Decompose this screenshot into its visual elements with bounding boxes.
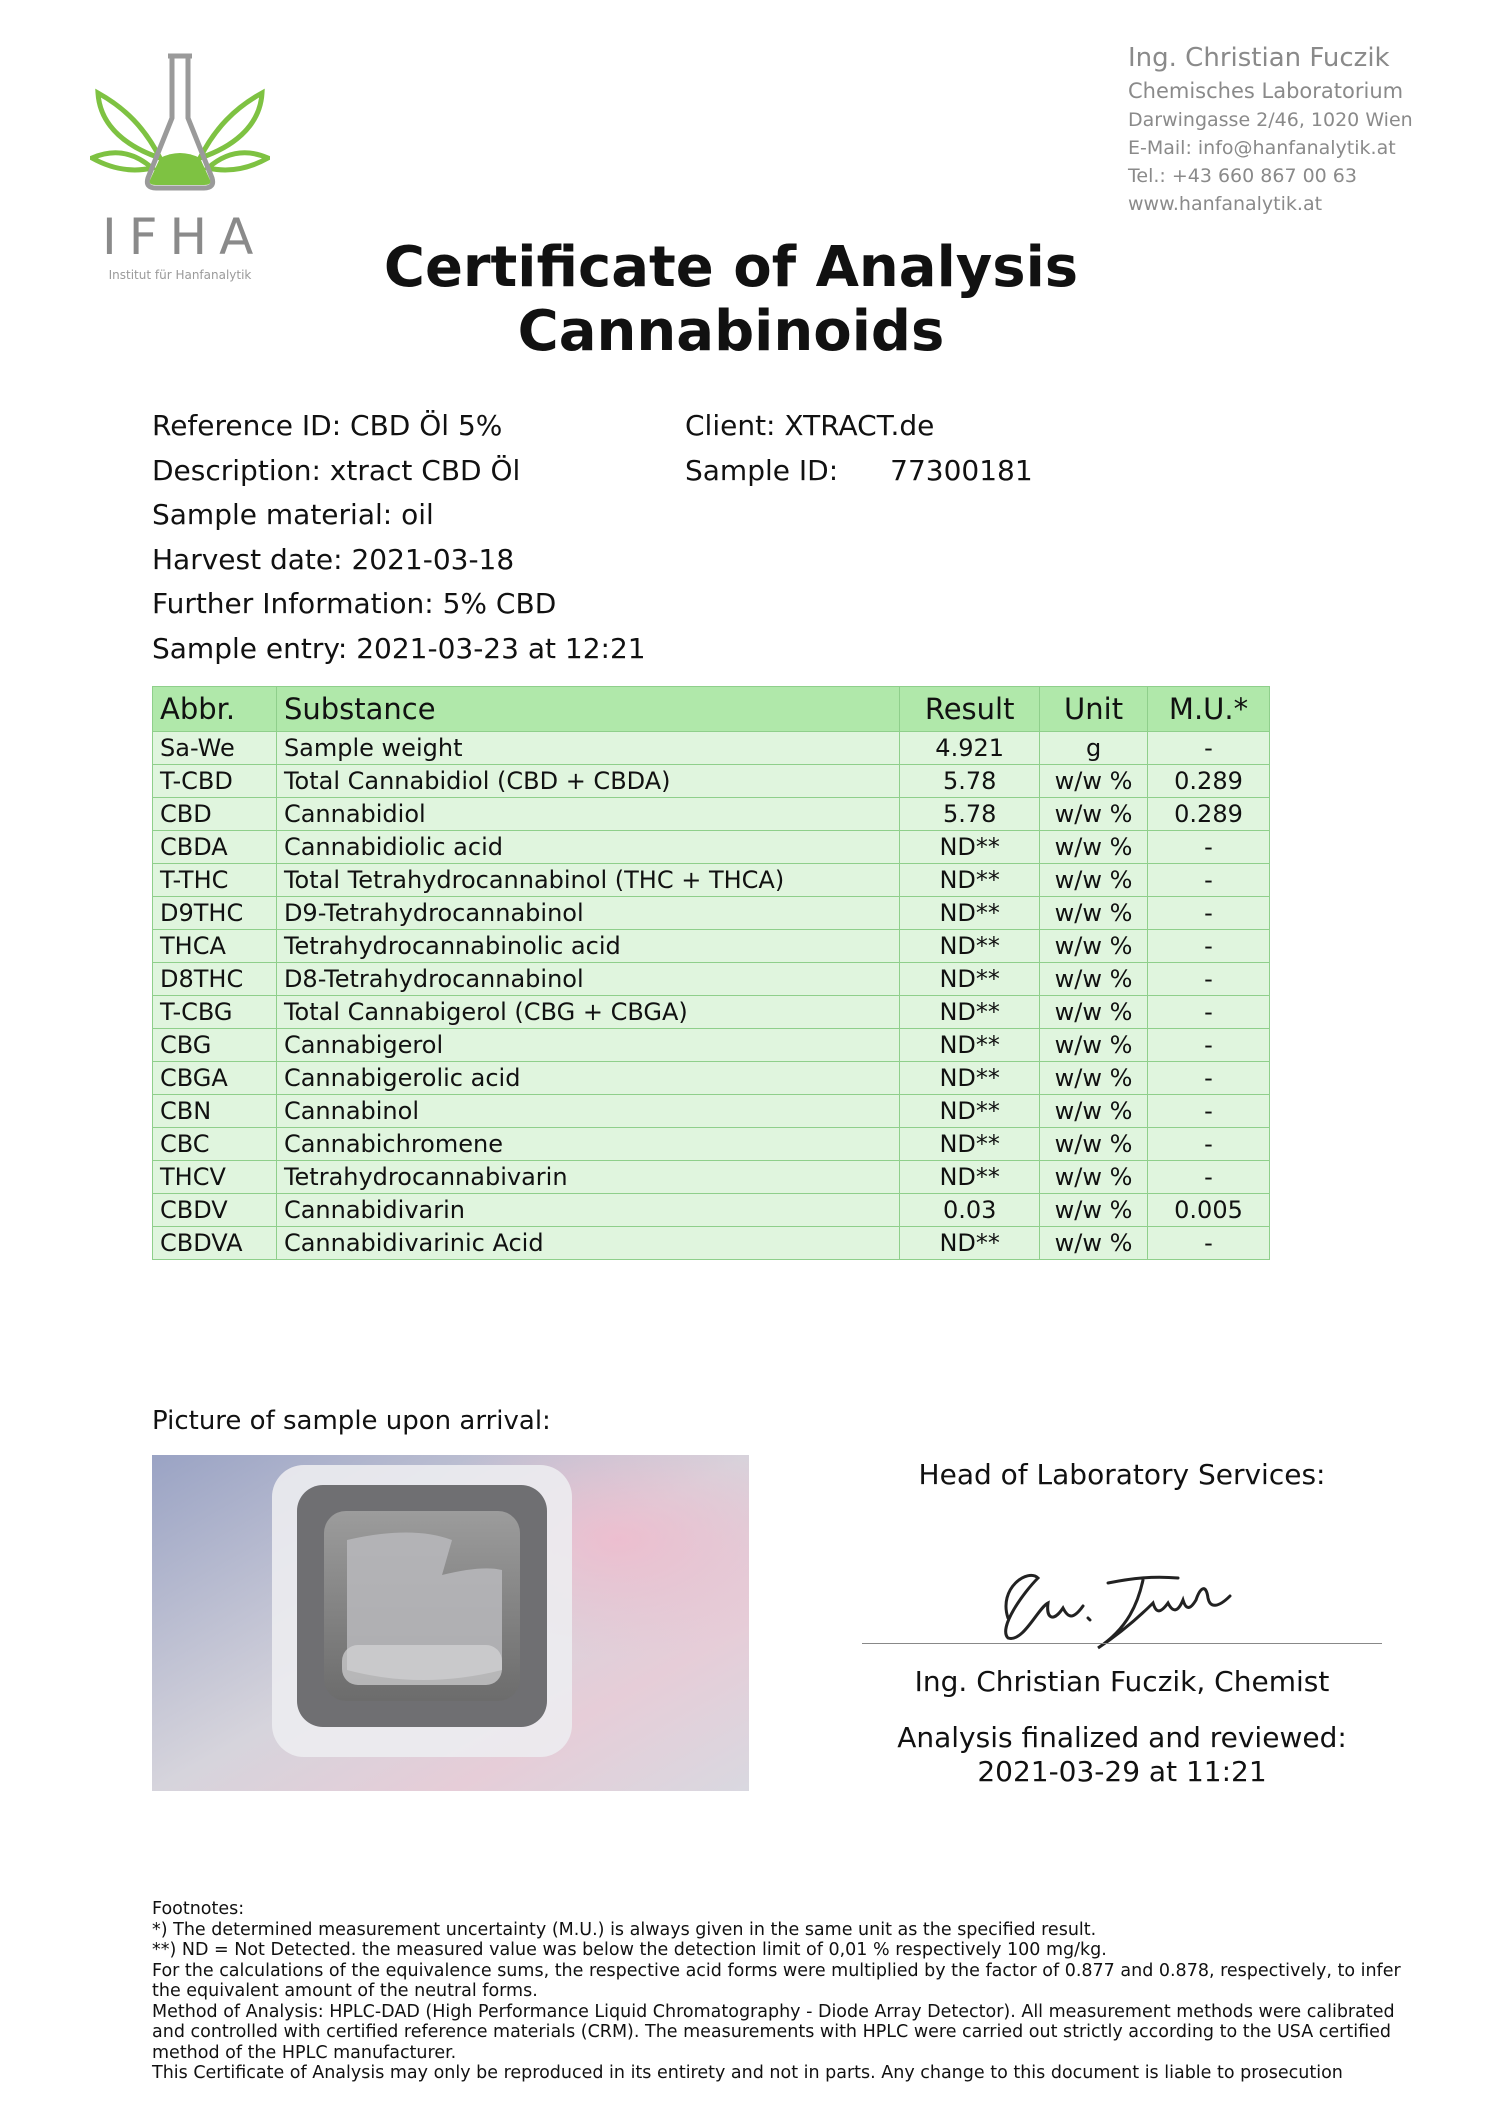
cell-result: 4.921 xyxy=(900,732,1040,765)
cell-substance: Cannabichromene xyxy=(276,1128,899,1161)
sample-id-label: Sample ID: xyxy=(685,453,839,487)
cell-substance: Total Cannabidiol (CBD + CBDA) xyxy=(276,765,899,798)
cell-mu: - xyxy=(1148,732,1270,765)
cell-unit: w/w % xyxy=(1040,897,1148,930)
cell-substance: Sample weight xyxy=(276,732,899,765)
cell-result: ND** xyxy=(900,996,1040,1029)
table-row xyxy=(153,996,1270,1029)
table-row xyxy=(153,1095,1270,1128)
cell-substance: Cannabinol xyxy=(276,1095,899,1128)
table-row xyxy=(153,765,1270,798)
cell-result: ND** xyxy=(900,864,1040,897)
picture-caption: Picture of sample upon arrival: xyxy=(152,1406,551,1436)
finalized-date: 2021-03-29 at 11:21 xyxy=(977,1755,1267,1788)
header-mu: M.U.* xyxy=(1148,687,1270,732)
cell-substance: Cannabidivarin xyxy=(276,1194,899,1227)
cell-abbr: CBG xyxy=(153,1029,277,1062)
footnote-equivalence: For the calculations of the equivalence sums, the respective acid forms were multiplied by the factor of 0.877 and 0.878, respectively, to infer the equivalent amount of the neutral forms. xyxy=(152,1960,1401,2001)
lab-subtitle: Chemisches Laboratorium xyxy=(1128,79,1404,103)
title-line-1: Certificate of Analysis xyxy=(383,235,1079,300)
cell-result: ND** xyxy=(900,1029,1040,1062)
cell-abbr: CBDVA xyxy=(153,1227,277,1260)
cell-substance: D9-Tetrahydrocannabinol xyxy=(276,897,899,930)
sample-photo xyxy=(152,1455,749,1791)
sample-entry: Sample entry: 2021-03-23 at 12:21 xyxy=(152,631,646,665)
cell-mu: - xyxy=(1148,930,1270,963)
table-row xyxy=(153,1161,1270,1194)
cell-mu: 0.005 xyxy=(1148,1194,1270,1227)
cell-mu: - xyxy=(1148,1161,1270,1194)
cell-abbr: T-CBD xyxy=(153,765,277,798)
header-substance: Substance xyxy=(276,687,899,732)
cell-mu: 0.289 xyxy=(1148,765,1270,798)
cell-unit: w/w % xyxy=(1040,798,1148,831)
cell-result: 0.03 xyxy=(900,1194,1040,1227)
cell-result: ND** xyxy=(900,897,1040,930)
cell-unit: w/w % xyxy=(1040,1029,1148,1062)
cell-mu: - xyxy=(1148,897,1270,930)
table-row xyxy=(153,963,1270,996)
cell-result: 5.78 xyxy=(900,765,1040,798)
cell-unit: w/w % xyxy=(1040,1194,1148,1227)
footnote-method: Method of Analysis: HPLC-DAD (High Performance Liquid Chromatography - Diode Array Detector). All measurement methods were calibrated and controlled with certified reference materials (CRM). The measurements with HPLC were carried out strictly according to the USA certified method of the HPLC manufacturer. xyxy=(152,2001,1395,2063)
sample-info xyxy=(152,404,646,671)
cell-mu: - xyxy=(1148,1095,1270,1128)
sample-material: Sample material: oil xyxy=(152,498,434,531)
cell-abbr: T-CBG xyxy=(153,996,277,1029)
table-row xyxy=(153,1194,1270,1227)
reference-id: Reference ID: CBD Öl 5% xyxy=(152,409,503,442)
cell-abbr: THCV xyxy=(153,1161,277,1194)
sample-id-value: 77300181 xyxy=(890,453,1033,487)
table-row xyxy=(153,732,1270,765)
signature-line xyxy=(862,1643,1382,1644)
cell-mu: - xyxy=(1148,1062,1270,1095)
cell-unit: w/w % xyxy=(1040,864,1148,897)
cell-mu: - xyxy=(1148,963,1270,996)
cell-abbr: CBDA xyxy=(153,831,277,864)
cell-substance: D8-Tetrahydrocannabinol xyxy=(276,963,899,996)
finalized-label: Analysis finalized and reviewed: xyxy=(897,1721,1347,1754)
table-header-row xyxy=(153,687,1270,732)
cell-abbr: CBN xyxy=(153,1095,277,1128)
cell-substance: Total Tetrahydrocannabinol (THC + THCA) xyxy=(276,864,899,897)
finalization xyxy=(862,1721,1382,1789)
chemist-name: Ing. Christian Fuczik, Chemist xyxy=(914,1665,1330,1698)
cell-mu: - xyxy=(1148,1128,1270,1161)
cell-unit: w/w % xyxy=(1040,1227,1148,1260)
cell-abbr: CBD xyxy=(153,798,277,831)
table-row xyxy=(153,1062,1270,1095)
cell-abbr: Sa-We xyxy=(153,732,277,765)
cell-result: ND** xyxy=(900,1062,1040,1095)
cell-unit: w/w % xyxy=(1040,963,1148,996)
further-information: Further Information: 5% CBD xyxy=(152,587,557,620)
cell-mu: - xyxy=(1148,1227,1270,1260)
cell-result: ND** xyxy=(900,963,1040,996)
cell-result: ND** xyxy=(900,1161,1040,1194)
client: Client: XTRACT.de xyxy=(685,409,935,442)
lab-website: www.hanfanalytik.at xyxy=(1128,193,1323,215)
cell-substance: Cannabigerol xyxy=(276,1029,899,1062)
cell-abbr: D9THC xyxy=(153,897,277,930)
page-title xyxy=(0,236,1462,364)
cell-unit: w/w % xyxy=(1040,996,1148,1029)
cell-abbr: CBDV xyxy=(153,1194,277,1227)
table-body xyxy=(153,732,1270,1260)
table-row xyxy=(153,831,1270,864)
cell-result: ND** xyxy=(900,831,1040,864)
cell-result: 5.78 xyxy=(900,798,1040,831)
cell-mu: - xyxy=(1148,996,1270,1029)
sample-id xyxy=(685,449,1033,494)
cell-unit: w/w % xyxy=(1040,930,1148,963)
header-abbr: Abbr. xyxy=(153,687,277,732)
footnotes xyxy=(152,1899,1412,2084)
cell-result: ND** xyxy=(900,1128,1040,1161)
table-row xyxy=(153,1029,1270,1062)
lab-name: Ing. Christian Fuczik xyxy=(1128,43,1390,73)
table-row xyxy=(153,1128,1270,1161)
cell-mu: - xyxy=(1148,864,1270,897)
table-row xyxy=(153,897,1270,930)
cell-abbr: CBGA xyxy=(153,1062,277,1095)
header-result: Result xyxy=(900,687,1040,732)
table-row xyxy=(153,930,1270,963)
harvest-date: Harvest date: 2021-03-18 xyxy=(152,542,515,576)
lab-contact xyxy=(1128,40,1413,218)
cell-substance: Tetrahydrocannabinolic acid xyxy=(276,930,899,963)
lab-address: Darwingasse 2/46, 1020 Wien xyxy=(1128,109,1413,131)
description: Description: xtract CBD Öl xyxy=(152,453,521,487)
logo-subtitle: Institut für Hanfanalytik xyxy=(108,268,252,282)
cell-unit: w/w % xyxy=(1040,1161,1148,1194)
lab-phone: Tel.: +43 660 867 00 63 xyxy=(1128,165,1357,187)
cell-unit: w/w % xyxy=(1040,831,1148,864)
cell-substance: Total Cannabigerol (CBG + CBGA) xyxy=(276,996,899,1029)
cell-abbr: T-THC xyxy=(153,864,277,897)
cell-unit: w/w % xyxy=(1040,1062,1148,1095)
client-info xyxy=(685,404,1033,493)
cell-abbr: CBC xyxy=(153,1128,277,1161)
cannabis-flask-icon xyxy=(90,48,270,208)
head-of-lab-label: Head of Laboratory Services: xyxy=(918,1458,1326,1491)
footnote-reproduction: This Certificate of Analysis may only be reproduced in its entirety and not in parts. Any change to this document is liable to prosecution xyxy=(152,2063,1343,2083)
cell-mu: 0.289 xyxy=(1148,798,1270,831)
lab-email: E-Mail: info@hanfanalytik.at xyxy=(1128,137,1396,159)
cell-mu: - xyxy=(1148,831,1270,864)
cell-unit: w/w % xyxy=(1040,1128,1148,1161)
cell-result: ND** xyxy=(900,1227,1040,1260)
cell-substance: Tetrahydrocannabivarin xyxy=(276,1161,899,1194)
table-row xyxy=(153,1227,1270,1260)
cell-substance: Cannabigerolic acid xyxy=(276,1062,899,1095)
table-row xyxy=(153,864,1270,897)
cell-abbr: D8THC xyxy=(153,963,277,996)
footnote-nd: **) ND = Not Detected. the measured value was below the detection limit of 0,01 % respectively 100 mg/kg. xyxy=(152,1940,1107,1960)
cell-unit: w/w % xyxy=(1040,765,1148,798)
footnotes-heading: Footnotes: xyxy=(152,1899,245,1919)
cell-unit: g xyxy=(1040,732,1148,765)
footnote-mu: *) The determined measurement uncertainty (M.U.) is always given in the same unit as the specified result. xyxy=(152,1919,1097,1940)
table-row xyxy=(153,798,1270,831)
cell-result: ND** xyxy=(900,930,1040,963)
cell-abbr: THCA xyxy=(153,930,277,963)
header-unit: Unit xyxy=(1040,687,1148,732)
title-line-2: Cannabinoids xyxy=(517,299,945,364)
logo-wordmark: IFHA xyxy=(102,208,266,266)
results-table xyxy=(152,686,1270,1260)
signature xyxy=(968,1548,1258,1658)
cell-substance: Cannabidivarinic Acid xyxy=(276,1227,899,1260)
cell-result: ND** xyxy=(900,1095,1040,1128)
cell-mu: - xyxy=(1148,1029,1270,1062)
cell-unit: w/w % xyxy=(1040,1095,1148,1128)
cell-substance: Cannabidiol xyxy=(276,798,899,831)
cell-substance: Cannabidiolic acid xyxy=(276,831,899,864)
